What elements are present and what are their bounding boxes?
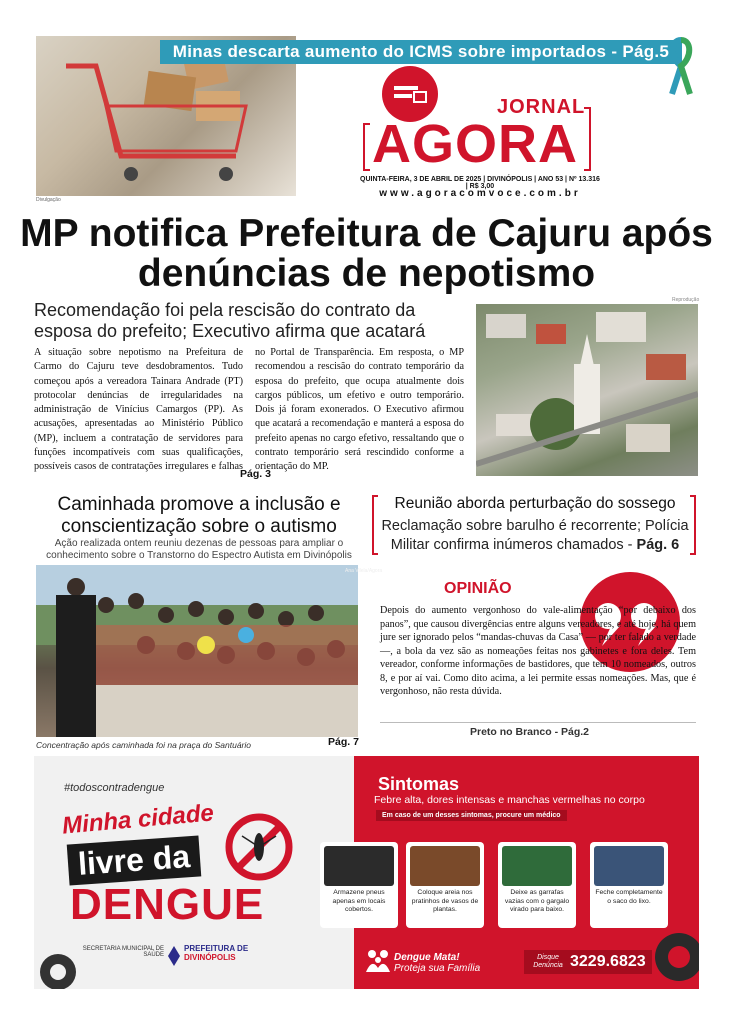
ad-sintomas-desc: Febre alta, dores intensas e manchas vermelhas no corpo (374, 794, 645, 806)
opinion-body: Depois do aumento vergonhoso do vale-alimentação “por debaixo dos panos”, que causou divergências entre alguns vereadores, e até hoje, há quem jure ser ignorado pelos “mandas-chuvas da Casa” — por ter falado a verdade —, a bola da vez são as nomeações feitas nos gabinetes e fora deles. Tem vereador, conforme informações de bastidores, que tem 10 nomeados, outros 8, e por aí vai. Como dito acima, a lei permite essas nomeações. Mas, que é vergonhoso, não resta dúvida. (380, 605, 696, 697)
story3-title[interactable]: Reunião aborda perturbação do sossego (394, 495, 676, 512)
story1-body: A situação sobre nepotismo na Prefeitura de Carmo do Cajuru teve desdobramentos. Tudo começou após a vereadora Tainara Andrade (PT) protocolar denúncias de irregularidades na administração de Vinícius Camargos (PP). As acusações, apresentadas ao Ministério Público (MP), incluem a contratação de servidores para funções incompatíveis com suas qualificações, possíveis casos de contratações irregulares e falhas no Portal de Transparência. Em resposta, o MP recomendou a rescisão do contrato temporário da esposa do prefeito, que ocupa atualmente dois cargos públicos, um efetivo e outro temporário. Dois já foram exonerados. O Executivo afirmou que acatará a recomendação e manterá a esposa do prefeito apenas no cargo efetivo, ressaltando que o contrato temporário será rescindido conforme a orientação do MP. (34, 347, 464, 473)
photo-credit: Reprodução (672, 297, 700, 303)
ad-disque-label: Disque Denúncia (533, 954, 563, 969)
ad-hashtag: #todoscontradengue (64, 782, 165, 794)
ad-prefeitura-city: DIVINÓPOLIS (184, 953, 236, 962)
mosquito-prohibited-icon (224, 812, 294, 887)
trash-bag-image (594, 846, 664, 886)
dengue-advertisement[interactable] (34, 756, 699, 989)
story3-page-ref[interactable]: Pág. 6 (636, 537, 680, 553)
ad-phone-number: 3229.6823 (570, 953, 646, 970)
family-icon (364, 948, 392, 979)
story2-photo-caption: Concentração após caminhada foi na praça do Santuário (36, 740, 252, 750)
masthead-url[interactable]: www.agoracomvoce.com.br (379, 188, 581, 199)
plant-pot-image (410, 846, 480, 886)
prevention-card (406, 842, 484, 928)
prevention-card (320, 842, 398, 928)
opinion-title[interactable]: OPINIÃO (444, 580, 512, 597)
ad-prefeitura: PREFEITURA DE (184, 944, 249, 953)
prevention-card-text: Feche completamente o saco do lixo. (595, 889, 663, 905)
ad-sintomas-tag: Em caso de um desses sintomas, procure um médico (376, 810, 567, 821)
masthead-jornal: JORNAL (497, 96, 586, 118)
city-aerial-photo (476, 304, 698, 476)
story3-desc-text: Reclamação sobre barulho é recorrente; Polícia Militar confirma inúmeros chamados - (381, 518, 689, 553)
ad-dengue-mata: Dengue Mata! (394, 952, 460, 963)
prefeitura-logo-icon (168, 946, 180, 966)
prevention-card-text: Deixe as garrafas vazias com o gargalo virado para baixo. (504, 889, 570, 913)
top-banner[interactable]: Minas descarta aumento do ICMS sobre importados - Pág.5 (160, 40, 682, 64)
prevention-card-text: Armazene pneus apenas em locais cobertos. (332, 889, 386, 913)
opinion-column-ref[interactable]: Preto no Branco - Pág.2 (470, 726, 590, 738)
story1-subtitle[interactable]: Recomendação foi pela rescisão do contrato da esposa do prefeito; Executivo afirma que acatará (34, 300, 426, 341)
story2-page-ref[interactable]: Pág. 7 (328, 736, 359, 748)
prevention-card-text: Coloque areia nos pratinhos de vasos de plantas. (411, 889, 479, 913)
bottles-image (502, 846, 572, 886)
photo-credit: Ana Vilela/Agora (345, 568, 383, 574)
story3-description (376, 517, 694, 555)
main-headline[interactable]: MP notifica Prefeitura de Cajuru após denúncias de nepotismo (20, 212, 713, 295)
crowd-walk-photo (36, 565, 358, 737)
story2-subtitle[interactable]: Caminhada promove a inclusão e conscientização sobre o autismo (57, 494, 341, 537)
prevention-card (590, 842, 668, 928)
story1-page-ref[interactable]: Pág. 3 (240, 468, 271, 480)
photo-credit: Divulgação (36, 197, 61, 203)
ad-dengue-word: DENGUE (70, 880, 265, 929)
tires-image (324, 846, 394, 886)
ad-minha-cidade: Minha cidade (61, 799, 215, 840)
ad-left-panel (34, 756, 354, 989)
ad-proteja: Proteja sua Família (394, 963, 481, 974)
ad-disque-denuncia[interactable] (524, 950, 652, 974)
ad-secretaria: SECRETARIA MUNICIPAL DE SAÚDE (82, 946, 164, 958)
ad-livre-da: livre da (67, 835, 202, 885)
story2-description: Ação realizada ontem reuniu dezenas de pessoas para ampliar o conhecimento sobre o Transtorno do Espectro Autista em Divinópolis (46, 538, 352, 561)
ad-sintomas-title: Sintomas (378, 774, 460, 794)
tire-icon (38, 952, 78, 989)
tire-icon (654, 932, 699, 987)
masthead-date-info: QUINTA-FEIRA, 3 DE ABRIL DE 2025 | DIVINÓPOLIS | ANO 53 | Nº 13.316 | R$ 3,00 (360, 176, 600, 190)
divider (380, 722, 696, 723)
masthead-agora: AGORA (372, 114, 578, 174)
awareness-ribbon-icon (668, 36, 694, 96)
ad-right-panel (332, 756, 699, 989)
prevention-card (498, 842, 576, 928)
